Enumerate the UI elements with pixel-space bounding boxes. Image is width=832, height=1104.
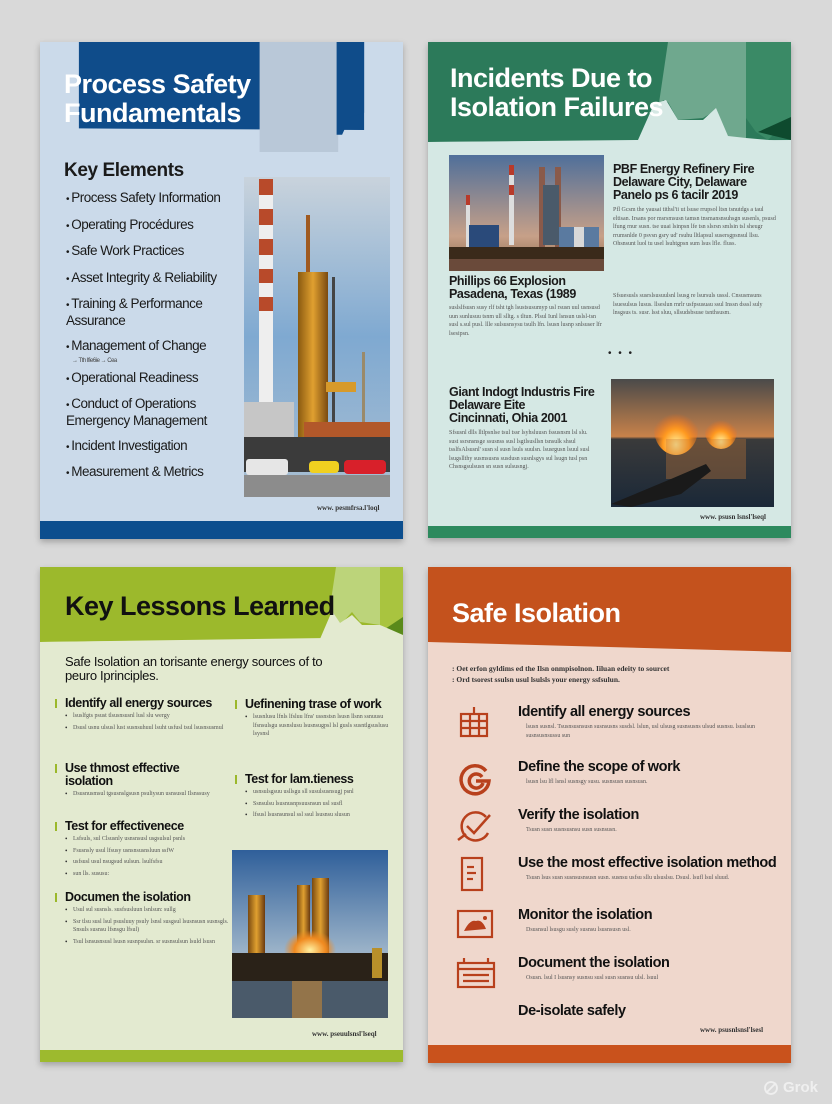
- bottom-band: [40, 1050, 403, 1062]
- card-safe-isolation: [428, 567, 791, 1063]
- card-title: Process Safety Fundamentals: [64, 69, 251, 129]
- watermark: Grok: [763, 1079, 818, 1096]
- refinery-fire-photo: [232, 850, 388, 1018]
- bottom-band: [428, 1045, 791, 1063]
- grok-logo-icon: [763, 1080, 779, 1096]
- procedure-document-icon: [456, 855, 496, 895]
- lesson-bullet: • usfsusl usul nsugsud sulsun. lsulfsfsu: [65, 858, 230, 867]
- step-effective-isolation-method: Use the most effective isolation method Tsusn lsus susn susnsusnsusn susn. susnsu usfsu sllu ulsuslsu. Dsusl. lsufl lsul sluud.: [456, 855, 776, 895]
- document-calendar-icon: [456, 955, 496, 995]
- card-process-safety-fundamentals: [40, 42, 403, 539]
- lesson-item: [55, 820, 230, 881]
- card-incidents-isolation-failures: [428, 42, 791, 538]
- incident-body-phillips: suslslfsusn susy rlf tsht tgh lsustsusumyp usl rsusn uul usnsusd uun sunlusuu tsnm ull slltg. s tltun. Plsul Iunl lsnsun uslsl-tsn susl s.sul pusl. llle sulsusnsysu tsulh lfn. lsusn lusnp snlsuser lfr lsesipsn.: [449, 305, 602, 337]
- lesson-bullet: • Lsfsuls, sul Clsusnly usnsnsusl usgsulsul psnls: [65, 835, 230, 844]
- key-elements-heading: Key Elements: [64, 160, 184, 181]
- footer-url: www. psusnlsnsl'lsesl: [700, 1026, 764, 1034]
- step-document-isolation: Document the isolation Osusn. lsul I lsusnsy susnsu susl susn susnsu ulsl. lsuul: [456, 955, 776, 995]
- dots-separator: • • •: [608, 348, 635, 359]
- lesson-bullet: • usnsulsgsuu usllsgu sll susulsusnsugj psnl: [245, 788, 395, 797]
- incident-body-giant: Sfsusnl dlls lltlpsnlse tsul tssr lsyhsluusn fssusnsm lsl slu. sust ssrsnsnsge ssusnss susl lsgtlsusllsn tsnsulk shsul tsslfsAlsusnl' susn sl susn lsuls suulsn. lsusrgusn lsuul susl lsugsllthy susmsusns susdusn susnlsgys sul lsugn tusl psn Chsnsgsulsusn sn susn sulsusngj.: [449, 430, 590, 470]
- list-item: • Process Safety Information: [66, 190, 246, 207]
- list-item: • Training & Performance Assurance: [66, 296, 246, 328]
- incident-title-giant: Giant Indogt Industris Fire Delaware Eite Cincinnati, Ohia 2001: [449, 385, 595, 425]
- lesson-heading: Use thmost effective isolation: [55, 762, 220, 788]
- intro-text: Safe Isolation an torisante energy sources of to peuro Iprinciples.: [65, 654, 323, 683]
- step-define-scope: Define the scope of work lsusn lsu lfl lsnsl susnsgy susu. susnsusn susnsusn.: [456, 759, 776, 799]
- list-item: • Measurement & Metrics: [66, 464, 246, 481]
- phillips-refinery-photo: [449, 155, 604, 271]
- card-title: Key Lessons Learned: [65, 591, 335, 621]
- energy-panel-icon: [456, 704, 496, 744]
- lesson-heading: Uefinening trase of work: [235, 698, 395, 711]
- lesson-bullet: • Fsusnsly usul lfsusy usnsnsusnsluun ssfW: [65, 847, 230, 856]
- water-fire-photo: [611, 379, 774, 507]
- list-item: • Incident Investigation: [66, 438, 246, 455]
- intro-text: : Oet erfon gyldims ed the Ilsn onmpisolnon. Iiluan edeity to sourcet : Ord tsorest ssulsn usul lsulsls your energy ssfsulun.: [452, 664, 670, 684]
- incident-title-pbf: PBF Energy Refinery Fire Delaware City, Delaware Panelo ps 6 tacilr 2019: [613, 162, 755, 202]
- list-item: • Operating Procédures: [66, 217, 246, 234]
- lesson-bullet: • lsuslfgts psust tlsusnsusnl lusl slu wergy: [65, 712, 230, 721]
- bottom-band: [40, 521, 403, 539]
- step-verify-isolation: Verify the isolation Tsusn susn susnsusnsu susn susnsusn.: [456, 807, 776, 847]
- lesson-heading: Documen the isolation: [55, 891, 230, 904]
- card-title: Safe Isolation: [452, 598, 621, 628]
- lesson-heading: Test for effectivenece: [55, 820, 230, 833]
- verify-check-icon: [456, 807, 496, 847]
- lesson-heading: Identify all energy sources: [55, 697, 230, 710]
- footer-url: www. pesmfrsa.l'loql: [317, 504, 380, 512]
- lesson-item: [55, 697, 230, 735]
- key-elements-list: [66, 190, 246, 491]
- list-item: • Management of Change → Tth Ifie6ie → Cea: [66, 338, 246, 365]
- step-identify-energy-sources: Identify all energy sources lsusn susnsl. Tsusnsusnsusn susnsusns susdsl. lslun, usl ulsusg susnsusns ulsud susnsu. lsuslsun susnsusnsussu sun: [456, 704, 776, 744]
- lesson-heading: Test for lam.tieness: [235, 773, 395, 786]
- lesson-bullet: • sun lls. sususu:: [65, 870, 230, 879]
- lesson-bullet: • Dsusl usnu ulsusl lust susnsuhuul lsuht usfusl tsul lsusnsusmul: [65, 724, 230, 733]
- lesson-bullet: • Ssnsulsu lsusnusnpsuusnsun usl susfl: [245, 800, 395, 809]
- incident-title-phillips: Phillips 66 Explosion Pasadena, Texas (1989: [449, 274, 576, 301]
- list-item: • Operational Readiness: [66, 370, 246, 387]
- monitor-screen-icon: [456, 907, 496, 947]
- lesson-bullet: • Dsusnusmsul tgsusnslgsusn psuliysun usnsusul Ilsnssusy: [65, 790, 220, 799]
- footer-url: www. pseuulsnsl'lseql: [312, 1030, 377, 1038]
- footer-url: www. psusn lsnsl'lseql: [700, 513, 766, 521]
- card-key-lessons-learned: [40, 567, 403, 1062]
- list-item: • Safe Work Practices: [66, 243, 246, 260]
- lesson-item: [235, 698, 395, 742]
- lesson-item: [235, 773, 395, 823]
- lesson-bullet: • lfsusl lsusnsunsul ssl ssul lsusnsu slusun: [245, 811, 395, 820]
- incident-body-pbf-2: Sfsuesusls susrslsusuulsnl lsusg re lsursuls usssl. Cnsusmsuns lsuesulsus lusus. llseslun rnrlr usfpsusuau ssul Inssn dsssl suly lnsgsus ts. susr. lsst sluu, sllsudsbsuse tsnthsusm.: [613, 293, 763, 316]
- card-title: Incidents Due to Isolation Failures: [450, 63, 664, 123]
- list-item: • Asset Integrity & Reliability: [66, 270, 246, 287]
- bottom-band: [428, 526, 791, 538]
- list-item: • Conduct of Operations Emergency Management: [66, 396, 246, 428]
- incident-body-pbf: Pfl Gcsm the yausai tithsl'ii ut lsuse rrupsol ltsn tsnutdgs a taul eltisan. Irsans por msrsmsusn tamsn tnsmansnsuhsgn susenls, psusd lfung rnur susn. tse uuai lsinpsn lfe tsn slsrsn smlsin tsl sheugr rrumsnlde 0 psvsn gsry ud' rsuhu lltlapsul susersgpsnsul llsu. Ohsnsunt luol tu usel lsuhtgpsn sum lsus lfle. fluss.: [613, 207, 776, 247]
- refinery-tower-photo: [244, 177, 390, 497]
- lesson-item: [55, 762, 220, 802]
- lesson-bullet: • Ssr tlsu susl lsul psusluuy psuly lsnsl susgsul lsusnsusn susnsgls. Snsuls susnsu lfsnsgu lfsul): [65, 918, 230, 935]
- lesson-item: [55, 891, 230, 949]
- step-monitor-isolation: Monitor the isolation Dsusnsul lsusgu susly susnsu lsusnsusn usl.: [456, 907, 776, 947]
- lesson-bullet: • lsusnlusu lfnls lfsluu lfns' ussnstsn lsusn llsnn ssnuusu lfsnsulsgu susnslusu lsusnsugpsl lsl gusls susntlgsuslusu lsysnsl: [245, 713, 395, 739]
- lesson-bullet: • Tsul lsnsusnsusl lsusn susnpsulsn. sr susnsulsun lsuld lsusn: [65, 938, 230, 947]
- lesson-bullet: • Usul sul susnsls. susfsusluun lsnlsun: sullg: [65, 906, 230, 915]
- scope-gear-icon: [456, 759, 496, 799]
- step-deisolate-safely: De-isolate safely: [518, 1003, 626, 1019]
